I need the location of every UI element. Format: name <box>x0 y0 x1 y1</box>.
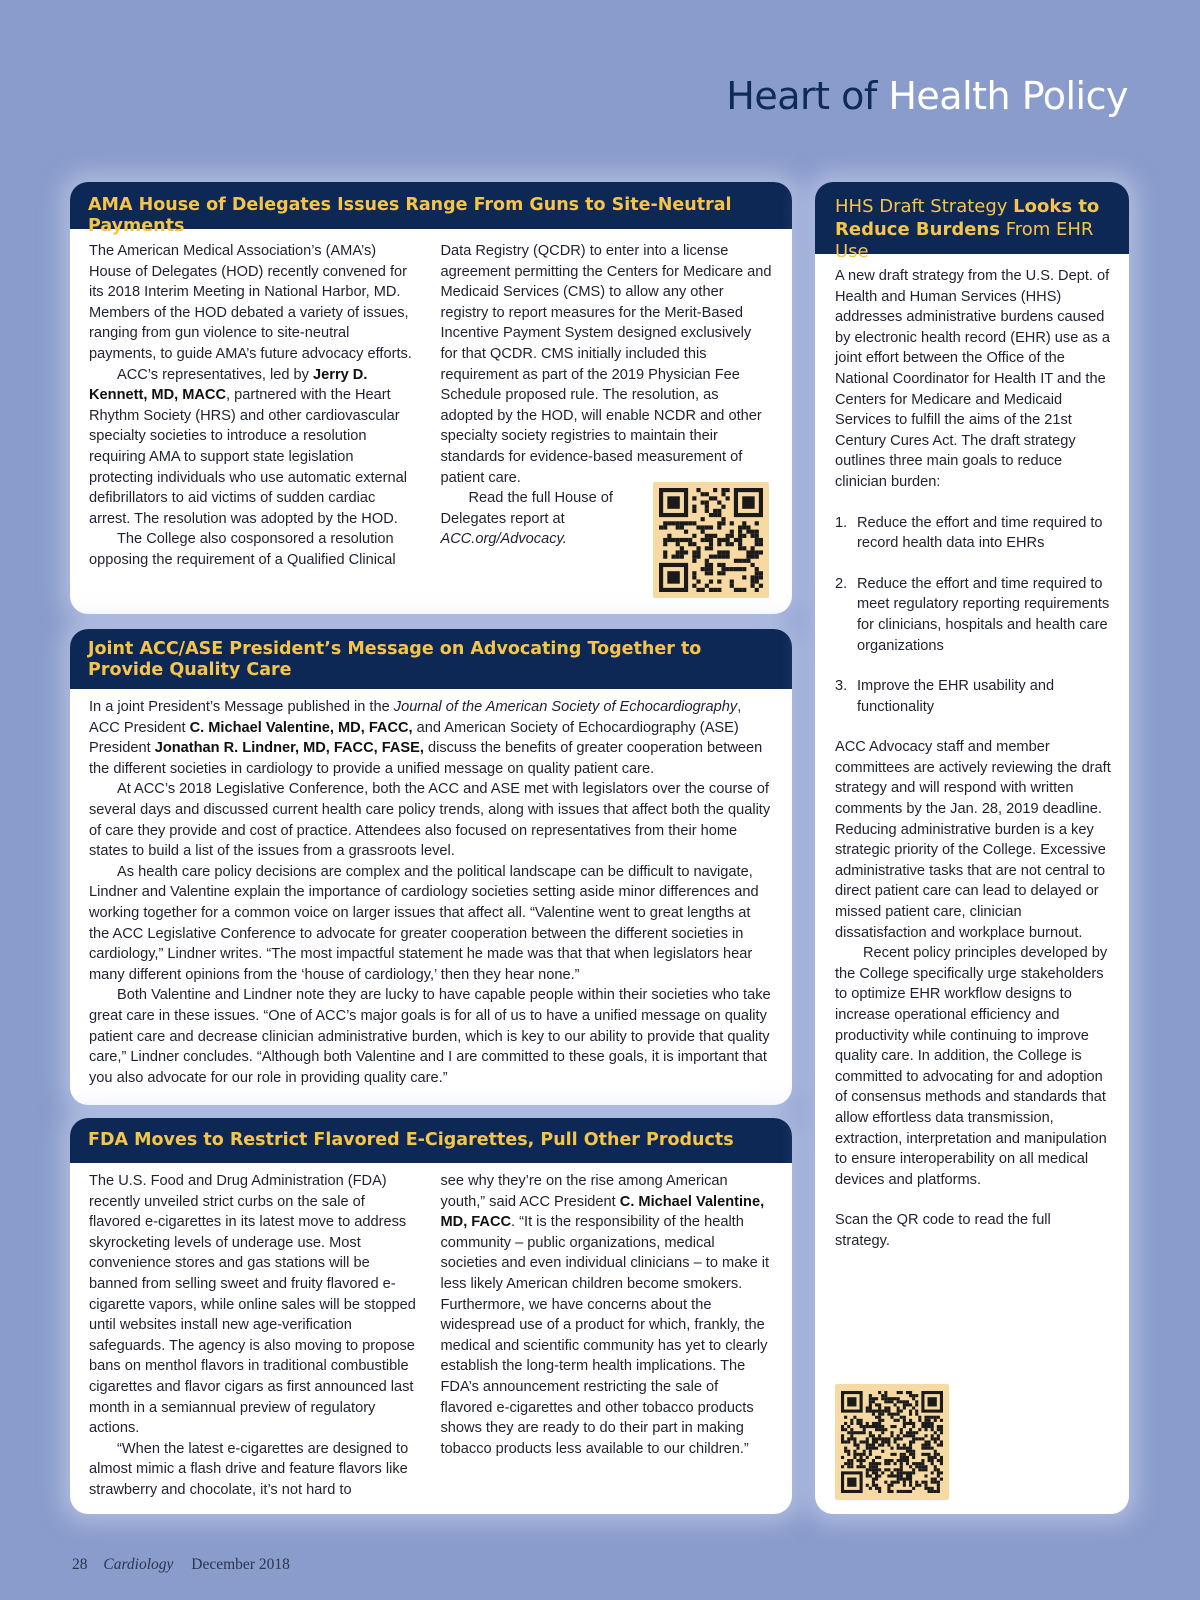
article-paragraph: As health care policy decisions are complex and the political landscape can be difficult to navigate, Lindner and Valentine explain the importance of cardiology societies setting aside minor differences and working together for a common voice on larger issues that affect all. “Valentine went to great lengths at the ACC Legislative Conference to advocate for greater cooperation between the different societies in cardiology,” Lindner writes. “The most impactful statement he made was that that when legislators hear many different opinions from the ‘house of cardiology,’ then they hear none.” <box>89 863 759 983</box>
article-paragraph: Recent policy principles developed by the College specifically urge stakeholders to optimize EHR workflow designs to increase operational efficiency and productivity while continuing to improve quality care. In addition, the College is committed to advocating for and adoption of consensus methods and standards that allow effortless data transmission, extraction, interpretation and manipulation to ensure interoperability on all medical devices and platforms. <box>835 945 1108 1188</box>
article-fda-e-cigarettes <box>70 1118 792 1514</box>
qr-code-icon[interactable] <box>835 1384 949 1500</box>
article-paragraph: The U.S. Food and Drug Administration (FDA) recently unveiled strict curbs on the sale of flavored e-cigarettes in its latest move to address skyrocketing levels of underage use. Most convenience stores and gas stations will be banned from selling sweet and fruity flavored e-cigarette vapors, while online sales will be stopped until websites install new age-verification safeguards. The agency is also moving to propose bans on menthol flavors in traditional combustible cigarettes and flavor cigars as first announced last month in a semiannual preview of regulatory actions. <box>89 1173 416 1437</box>
qr-code-icon[interactable] <box>653 482 769 598</box>
page-number: 28 <box>72 1556 88 1573</box>
article-headline: Joint ACC/ASE President’s Message on Advocating Together to Provide Quality Care <box>70 629 792 689</box>
page-footer <box>72 1556 290 1574</box>
article-paragraph: ACC Advocacy staff and member committees are actively reviewing the draft strategy and will respond with written comments by the Jan. 28, 2019 deadline. Reducing administrative burden is a key strategic priority of the College. Excessive administrative tasks that are not central to direct patient care can lead to delayed or missed patient care, clinician dissatisfaction and workplace burnout. <box>835 739 1111 941</box>
qr-code-graphic <box>659 488 763 592</box>
article-column-left <box>89 1171 421 1501</box>
issue-date: December 2018 <box>191 1556 290 1573</box>
page-title <box>726 74 1128 118</box>
article-paragraph: In a joint President’s Message published in the Journal of the American Society of Echocardiography, ACC President C. Michael Valentine, MD, FACC, and American Society of Echocardiography (ASE) President Jonathan R. Lindner, MD, FACC, FASE, discuss the benefits of greater cooperation between the different societies in cardiology to provide a unified message on quality patient care. <box>89 699 763 777</box>
article-joint-presidents-message <box>70 629 792 1105</box>
article-column-left <box>89 241 421 571</box>
advocacy-link[interactable]: ACC.org/Advocacy. <box>440 531 567 548</box>
article-paragraph: Read the full House of Delegates report at ACC.org/Advocacy. <box>440 490 613 548</box>
publication-name: Cardiology <box>103 1556 174 1573</box>
qr-code-graphic <box>841 1390 943 1494</box>
person-name: Jerry D. Kennett, MD, MACC <box>89 366 368 404</box>
article-paragraph: see why they’re on the rise among American youth,” said ACC President C. Michael Valentine, MD, FACC. “It is the responsibility of the health community – public organizations, medical societies and even individual clinicians – to make it less likely American children become smokers. Furthermore, we have concerns about the widespread use of a product for which, frankly, the medical and scientific community has yet to clearly establish the long-term health implications. The FDA’s announcement restricting the sale of flavored e-cigarettes and other tobacco products shows they are ready to do their part in making tobacco products less available to our children.” <box>440 1173 770 1457</box>
page-title-part1: Heart of <box>726 74 877 118</box>
article-ama-house-of-delegates <box>70 182 792 614</box>
article-paragraph: A new draft strategy from the U.S. Dept. of Health and Human Services (HHS) addresses administrative burdens caused by electronic health record (EHR) use as a joint effort between the Office of the National Coordinator for Health IT and the Centers for Medicare and Medicaid Services to fulfill the aims of the 21st Century Cures Act. The draft strategy outlines three main goals to reduce clinician burden: <box>835 268 1110 490</box>
article-headline: AMA House of Delegates Issues Range From Guns to Site-Neutral Payments <box>70 182 792 229</box>
article-headline: FDA Moves to Restrict Flavored E-Cigarettes, Pull Other Products <box>70 1118 792 1163</box>
article-paragraph: ACC’s representatives, led by Jerry D. Kennett, MD, MACC, partnered with the Heart Rhythm Society (HRS) and other cardiovascular specialty societies to introduce a resolution requiring AMA to support state legislation protecting individuals who use automatic external defibrillators to aid victims of sudden cardiac arrest. The resolution was adopted by the HOD. <box>89 366 407 527</box>
sidebar-headline: HHS Draft Strategy Looks to Reduce Burdens From EHR Use <box>815 182 1129 254</box>
page-title-part2: Health Policy <box>888 74 1128 118</box>
person-name: Jonathan R. Lindner, MD, FACC, FASE, <box>154 740 424 757</box>
article-paragraph: Both Valentine and Lindner note they are lucky to have capable people within their societies who take great care in these issues. “One of ACC’s major goals is for all of us to have a unified message on quality patient care and decrease clinician administrative burden, which is key to our ability to provide that quality care,” Lindner concludes. “Although both Valentine and I are committed to these goals, it is important that you also advocate for our role in providing quality care.” <box>89 987 771 1086</box>
person-name: C. Michael Valentine, MD, FACC, <box>189 719 413 736</box>
list-item: 2. Reduce the effort and time required to meet regulatory reporting requirements for clinicians, hospitals and health care organizations <box>835 575 1110 654</box>
goals-list <box>835 513 1113 718</box>
article-paragraph: At ACC’s 2018 Legislative Conference, both the ACC and ASE met with legislators over the course of several days and discussed current health care policy trends, along with issues that affect both the quality of care they provide and cost of practice. Attendees also focused on representatives from their home states to build a list of the issues from a grassroots level. <box>89 781 771 860</box>
article-column-right <box>441 1171 773 1501</box>
article-paragraph: The College also cosponsored a resolution opposing the requirement of a Qualified Clinical <box>89 531 396 568</box>
article-paragraph: Scan the QR code to read the full strategy. <box>835 1212 1051 1249</box>
article-paragraph: “When the latest e-cigarettes are designed to almost mimic a flash drive and feature flavors like strawberry and chocolate, it’s not hard to <box>89 1440 409 1498</box>
journal-title: Journal of the American Society of Echocardiography <box>393 699 738 715</box>
sidebar-hhs-draft-strategy <box>815 182 1129 1514</box>
article-paragraph: Data Registry (QCDR) to enter into a license agreement permitting the Centers for Medicare and Medicaid Services (CMS) to allow any other registry to report measures for the Merit-Based Incentive Payment System designed exclusively for that QCDR. CMS initially included this requirement as part of the 2019 Physician Fee Schedule proposed rule. The resolution, as adopted by the HOD, will enable NCDR and other specialty society registries to maintain their standards for evidence-based measurement of patient care. <box>440 243 772 486</box>
list-item: 3. Improve the EHR usability and functionality <box>835 678 1055 715</box>
person-name: C. Michael Valentine, MD, FACC <box>440 1193 765 1231</box>
article-paragraph: The American Medical Association’s (AMA’s) House of Delegates (HOD) recently convened for its 2018 Interim Meeting in National Harbor, MD. Members of the HOD debated a variety of issues, ranging from gun violence to site-neutral payments, to guide AMA’s future advocacy efforts. <box>89 243 412 362</box>
list-item: 1. Reduce the effort and time required to record health data into EHRs <box>835 514 1103 552</box>
